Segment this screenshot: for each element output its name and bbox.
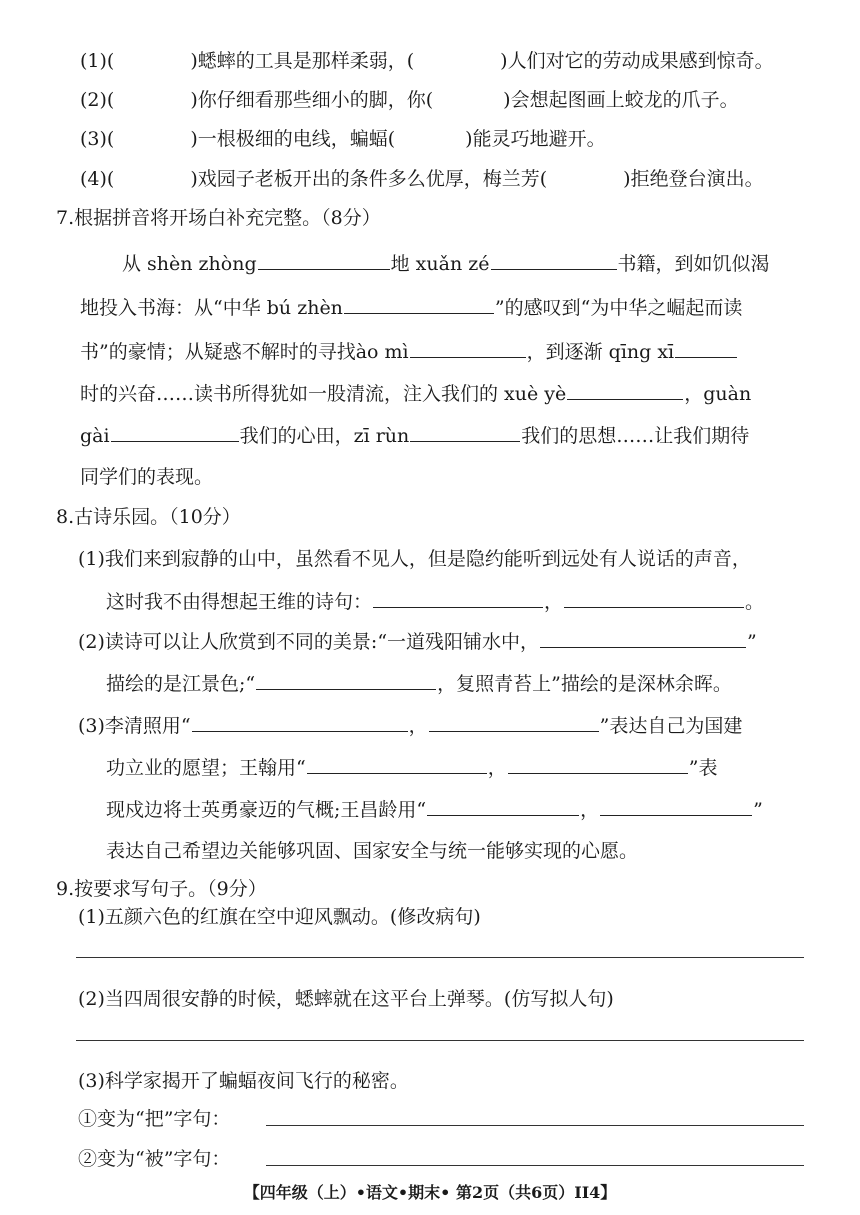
q7-line-6: 同学们的表现。 [80,466,214,488]
blank-wanghan-1[interactable] [307,754,487,774]
q7-line-3: 书”的豪情；从疑惑不解时的寻找ào mì ，到逐渐 qīng xī [80,338,738,365]
page-footer: 【四年级（上）•语文•期末• 第2页（共6页）II4】 [243,1183,617,1202]
blank-wangwei-1[interactable] [373,588,543,608]
blank-wangwei-2[interactable] [564,588,744,608]
blank-wangchangling-1[interactable] [427,796,579,816]
q7-line-2: 地投入书海：从“中华 bú zhèn ”的感叹到“为中华之崛起而读 [80,294,742,321]
q8-p2-line-2: 描绘的是江景色;“ ，复照青苔上”描绘的是深林余晖。 [106,670,732,697]
q6-row-2: (2)( )你仔细看那些细小的脚，你( )会想起图画上蛟龙的爪子。 [80,89,739,111]
blank-guan-gai[interactable] [111,422,239,442]
q9-s3: (3)科学家揭开了蝙蝠夜间飞行的秘密。 [78,1070,409,1092]
blank-zi-run[interactable] [410,422,520,442]
answer-line-ba[interactable] [266,1125,804,1126]
blank-liqingzhao-1[interactable] [192,712,408,732]
q9-title: 9.按要求写句子。（9分） [56,878,267,900]
q9-s1: (1)五颜六色的红旗在空中迎风飘动。(修改病句) [78,906,481,928]
answer-line-1[interactable] [76,957,804,958]
q8-p3-line-1: (3)李清照用“ ， ”表达自己为国建 [78,712,742,739]
q8-p1-line-2: 这时我不由得想起王维的诗句： ， 。 [106,588,764,615]
blank-canyang[interactable] [540,628,746,648]
blank-shen-zhong[interactable] [258,250,390,270]
q7-title: 7.根据拼音将开场白补充完整。（8分） [56,207,381,229]
answer-line-bei[interactable] [266,1165,804,1166]
blank-fanjing[interactable] [256,670,436,690]
blank-xue-ye[interactable] [567,380,683,400]
blank-xuan-ze[interactable] [491,250,617,270]
q8-title: 8.古诗乐园。（10分） [56,506,241,528]
blank-liqingzhao-2[interactable] [429,712,599,732]
q7-line-4: 时的兴奋……读书所得犹如一股清流，注入我们的 xuè yè ，guàn [80,380,751,407]
q8-p3-line-3: 现戍边将士英勇豪迈的气概;王昌龄用“ ， ” [106,796,763,823]
blank-wangchangling-2[interactable] [600,796,752,816]
q7-line-1: 从 shèn zhòng 地 xuǎn zé 书籍，到如饥似渴 [122,250,770,277]
q8-p3-line-4: 表达自己希望边关能够巩固、国家安全与统一能够实现的心愿。 [106,840,639,862]
blank-qing-xi[interactable] [675,338,737,358]
q7-line-5: gài 我们的心田，zī rùn 我们的思想……让我们期待 [80,422,749,449]
answer-line-2[interactable] [76,1040,804,1041]
q8-p2-line-1: (2)读诗可以让人欣赏到不同的美景:“一道残阳铺水中， ” [78,628,757,655]
q6-row-3: (3)( )一根极细的电线，蝙蝠( )能灵巧地避开。 [80,128,606,150]
q9-s3b: ②变为“被”字句： [78,1148,231,1170]
q6-row-4: (4)( )戏园子老板开出的条件多么优厚，梅兰芳( )拒绝登台演出。 [80,168,764,190]
q9-s2: (2)当四周很安静的时候，蟋蟀就在这平台上弹琴。(仿写拟人句) [78,988,614,1010]
q8-p3-line-2: 功立业的愿望；王翰用“ ， ”表 [106,754,717,781]
blank-wanghan-2[interactable] [508,754,688,774]
q9-s3a: ①变为“把”字句： [78,1108,231,1130]
blank-bu-zhen[interactable] [344,294,494,314]
blank-ao-mi[interactable] [410,338,526,358]
q6-row-1: (1)( )蟋蟀的工具是那样柔弱，( )人们对它的劳动成果感到惊奇。 [80,50,774,72]
q8-p1-line-1: (1)我们来到寂静的山中，虽然看不见人，但是隐约能听到远处有人说话的声音， [78,548,751,570]
